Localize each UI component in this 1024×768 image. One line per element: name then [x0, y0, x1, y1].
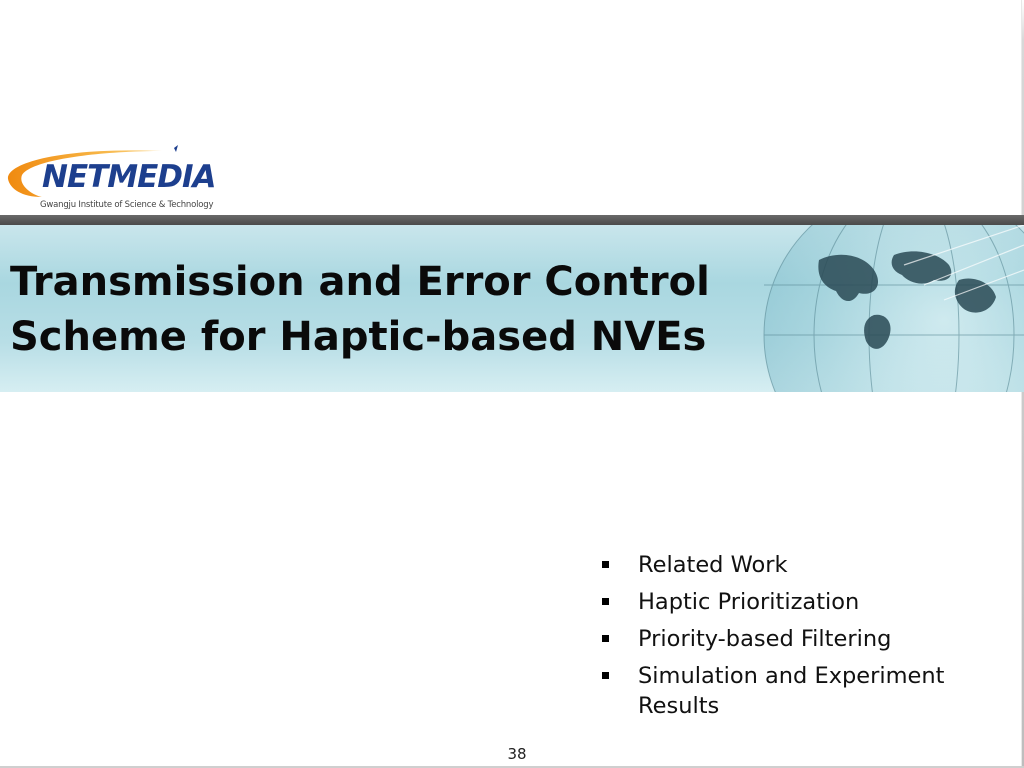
list-item — [600, 661, 1010, 721]
agenda-list — [600, 550, 1010, 728]
square-bullet-icon — [602, 598, 609, 605]
page-number: 38 — [507, 745, 527, 763]
square-bullet-icon — [602, 635, 609, 642]
list-item-label: Related Work — [638, 552, 788, 578]
square-bullet-icon — [602, 561, 609, 568]
header-divider-bar — [0, 215, 1024, 225]
netmedia-logo — [2, 145, 217, 213]
list-item-label: Priority-based Filtering — [638, 626, 892, 652]
slide-title-line-2: Scheme for Haptic-based NVEs — [10, 314, 707, 360]
slide-title-line-1: Transmission and Error Control — [10, 259, 710, 305]
list-item-label: Simulation and Experiment Results — [638, 663, 945, 719]
logo-subtitle: Gwangju Institute of Science & Technology — [40, 200, 214, 210]
list-item — [600, 587, 1010, 617]
square-bullet-icon — [602, 672, 609, 679]
slide-title — [10, 255, 890, 365]
logo-wordmark: NETMEDIA — [42, 159, 216, 195]
list-item-label: Haptic Prioritization — [638, 589, 860, 615]
list-item — [600, 624, 1010, 654]
list-item — [600, 550, 1010, 580]
title-banner — [0, 225, 1024, 392]
